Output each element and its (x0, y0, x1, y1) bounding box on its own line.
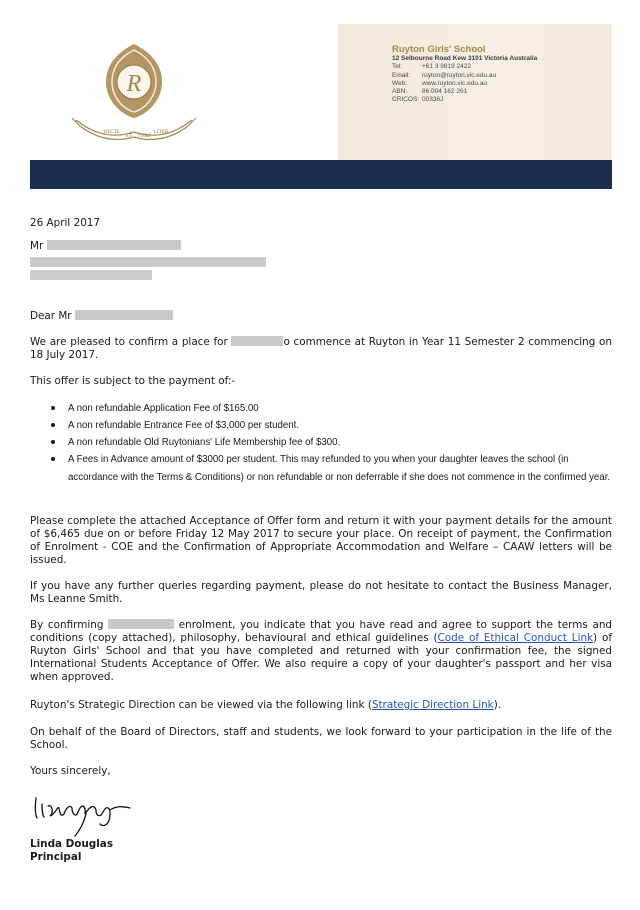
strategic-direction-link[interactable]: Strategic Direction Link (371, 699, 494, 711)
para-behalf: On behalf of the Board of Directors, staff and students, we look forward to your participation in the life of the School. (30, 726, 612, 751)
letter-date: 26 April 2017 (30, 217, 101, 229)
para-terms: By confirming enrolment, you indicate that you have read and agree to support the terms and conditions (copy attached), philosophy, behavioural and ethical guidelines (Code of Ethical Conduct Link) of Ruyton Girls' School and that you have completed and returned with your confirmation fee, the signed International Students Acceptance of Offer. We also require a copy of your daughter's passport and her visa when approved. (30, 619, 612, 683)
fee-list-item: A non refundable Entrance Fee of $3,000 per student. (50, 417, 612, 434)
fee-list-item: A Fees in Advance amount of $3000 per student. This may refunded to you when your daughter leaves the school (in accordance with the Terms & Conditions) or non refundable or non deferrable if she does not commence in the confirmed year. (50, 451, 612, 486)
contact-row-abn: ABN: 86 004 162 261 (392, 88, 468, 96)
signatory (30, 838, 113, 864)
salutation: Dear Mr (30, 310, 612, 323)
fee-list-item: A non refundable Old Ruytonians' Life Membership fee of $300. (50, 434, 612, 451)
recipient-line (30, 240, 612, 253)
fee-list-item: A non refundable Application Fee of $165.00 (50, 400, 612, 417)
crest-motto-word: ET (126, 134, 133, 139)
redacted-salutation-name (75, 310, 173, 320)
school-contact-block (392, 44, 612, 105)
fee-list (50, 400, 612, 486)
para-payment: Please complete the attached Acceptance of Offer form and return it with your payment details for the amount of $6,465 due on or before Friday 12 May 2017 to secure your place. On receipt of payment, the Confirmation of Enrolment - COE and the Confirmation of Appropriate Accommodation and Welfare – CAAW letters will be issued. (30, 515, 612, 566)
signatory-name: Linda Douglas (30, 838, 114, 850)
signatory-title: Principal (30, 851, 82, 863)
crest-motto-word: VERE (138, 134, 152, 139)
closing: Yours sincerely, (30, 765, 111, 777)
contact-row-email: Email: ruyton@ruyton.vic.edu.au (392, 71, 497, 79)
recipient-prefix: Mr (30, 240, 44, 252)
handwritten-signature (30, 784, 140, 840)
redacted-address-line (30, 270, 152, 280)
para-queries: If you have any further queries regarding payment, please do not hesitate to contact the Business Manager, Ms Leanne Smith. (30, 580, 612, 605)
redacted-student-possessive (108, 619, 174, 629)
para-confirm: We are pleased to confirm a place for o commence at Ruyton in Year 11 Semester 2 commencing on 18 July 2017. (30, 336, 612, 361)
contact-row-tel: Tel: +61 3 9819 2422 (392, 63, 471, 71)
school-crest-logo (66, 38, 202, 148)
letterhead-navy-bar (30, 160, 612, 189)
svg-text:R: R (126, 71, 142, 97)
redacted-recipient-name (47, 240, 181, 250)
school-address: 12 Selbourne Road Kew 3101 Victoria Australia (392, 55, 538, 62)
crest-motto-word: RECTE (104, 130, 120, 135)
contact-row-cricos: CRICOS: 00336J (392, 96, 444, 104)
redacted-address-line (30, 257, 266, 267)
school-name: Ruyton Girls' School (392, 44, 486, 55)
contact-row-web: Web: www.ruyton.vic.edu.au (392, 79, 488, 87)
redacted-student-name (231, 336, 283, 346)
code-of-conduct-link[interactable]: Code of Ethical Conduct Link (437, 632, 594, 644)
crest-motto-word: LITER (154, 130, 169, 135)
para-strategic: Ruyton's Strategic Direction can be viewed via the following link (Strategic Direction Link). (30, 699, 502, 711)
para-subject: This offer is subject to the payment of:- (30, 375, 236, 387)
